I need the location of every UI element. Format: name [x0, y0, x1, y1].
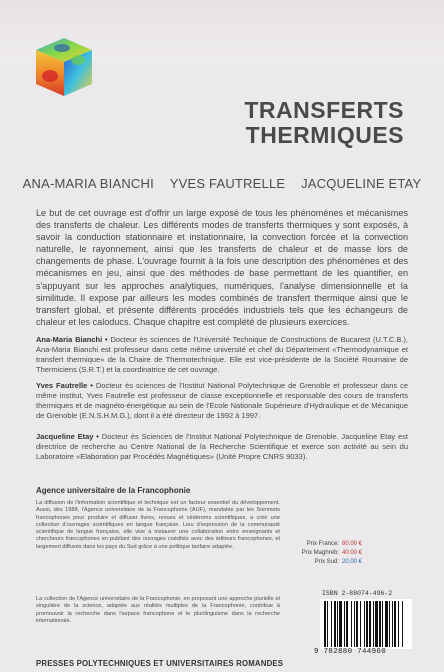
barcode-bar [392, 601, 393, 647]
barcode-bars [320, 599, 412, 649]
agency-heading: Agence universitaire de la Francophonie [36, 486, 191, 495]
agency-paragraph: La collection de l'Agence universitaire de la Francophonie, en proposant une approche plurielle et singulière de la science, adaptée aux réalités multiples de la Francophonie, contribue à promouvoir la recherche dans l'espace francophone et le plurilinguisme dans la recherche internationale. [36, 596, 280, 624]
title-line-1: TRANSFERTS [244, 97, 404, 123]
barcode-bar [389, 601, 390, 647]
price-value: 20.00 € [342, 559, 363, 565]
title-line-2: THERMIQUES [245, 122, 404, 148]
barcode-bar [327, 601, 328, 647]
publisher-name: PRESSES POLYTECHNIQUES ET UNIVERSITAIRES ROMANDES [36, 659, 284, 668]
author-name: JACQUELINE ETAY [301, 176, 422, 191]
price-label: Prix France: [306, 541, 339, 547]
barcode-bar [356, 601, 358, 647]
barcode-bar [331, 601, 332, 647]
price-label: Prix Sud: [314, 559, 339, 565]
bio-author-name: Yves Fautrelle • [36, 381, 93, 390]
barcode [320, 599, 412, 649]
price-value: 80.00 € [342, 541, 363, 547]
book-abstract: Le but de cet ouvrage est d'offrir un large exposé de tous les phénomènes et mécanismes des transferts de chaleur. Les différents modes de transferts thermiques y sont exposés, à savoir la conduction stationnaire et instationnaire, la convection forcée et la convection naturelle, le rayonnement, ainsi que les transferts de chaleur et de masse lors de changements de phase. L'ouvrage fournit à la fois une description des phénomènes et des mécanismes en jeu, ainsi que des méthodes de base permettant de les quantifier, en s'appuyant sur les approches analytiques, numériques, l'analyse dimensionnelle et la similitude. Il expose par ailleurs les modes combinés de transfert thermique ainsi que le transfert global, et présente différents procédés industriels tels que les échangeurs de chaleur et les caloducs. Chaque chapitre est complété de plusieurs exercices. [36, 208, 408, 327]
barcode-bar [369, 601, 371, 647]
bio-text: Docteur ès sciences de l'Université Technique de Constructions de Bucarest (U.T.C.B.), Ana-Maria Bianchi est professeur dans cette même université et chef du Département «Thermodynamique et transfert thermique» de la Chaire de Thermotechnique. Elle est vice-présidente de la Société Roumaine de Thermiciens (S.R.T.) et la coordinatrice de cet ouvrage. [36, 335, 409, 374]
barcode-bar [385, 601, 388, 647]
author-bio [36, 335, 408, 375]
barcode-bar [366, 601, 368, 647]
price-row [302, 558, 382, 567]
barcode-bar [324, 601, 326, 647]
bio-author-name: Jacqueline Etay • [36, 432, 99, 441]
author-bio [36, 432, 408, 462]
barcode-bar [351, 601, 352, 647]
book-title [244, 98, 404, 148]
price-value: 40.00 € [342, 550, 363, 556]
barcode-bar [402, 601, 403, 647]
price-list [302, 540, 382, 567]
agency-paragraph: La diffusion de l'information scientifique et technique est un facteur essentiel du développement. Aussi, dès 1988, l'Agence universitaire de la Francophonie (AUF), mandatée par les Sommets francophones pour produire et diffuser livres, revues et cédéroms scientifiques, a créé une collection d'ouvrages scientifiques en langue française. Lieu d'expression de la communauté scientifique de langue française, elle vise à instaurer une collaboration entre enseignants et chercheurs francophones en publiant des ouvrages coédités avec des éditeurs francophones, et largement diffusés dans les pays du Sud grâce à une politique tarifaire adaptée. [36, 500, 280, 550]
isbn-number: ISBN 2-88074-496-2 [322, 590, 393, 597]
barcode-bar [398, 601, 399, 647]
price-label: Prix Maghreb: [301, 550, 339, 556]
author-list [0, 176, 444, 191]
price-row [302, 549, 382, 558]
barcode-bar [360, 601, 361, 647]
bio-text: Docteur ès Sciences de l'Institut National Polytechnique de Grenoble. Jacqueline Etay est directrice de recherche au Centre National de la Recherche Scientifique et exerce son activité au sein du Laboratoire «Elaboration par Procédés Magnétiques» (Unité Propre CNRS 9033). [36, 432, 408, 461]
barcode-bar [354, 601, 355, 647]
bio-author-name: Ana-Maria Bianchi • [36, 335, 108, 344]
author-bio [36, 381, 408, 421]
author-name: YVES FAUTRELLE [169, 176, 286, 191]
barcode-bar [375, 601, 378, 647]
author-name: ANA-MARIA BIANCHI [22, 176, 154, 191]
barcode-bar [364, 601, 365, 647]
bio-text: Docteur ès sciences de l'Institut National Polytechnique de Grenoble et professeur dans ce même institut, Yves Fautrelle est professeur de classe exceptionnelle et responsable des cours de transferts thermiques et de magnéto-énergétique au sein de l'Ecole Nationale Supérieure d'Hydraulique et de Mécanique de Grenoble (E.N.S.H.M.G.), dont il a été directeur de 1992 à 1997. [36, 381, 408, 420]
barcode-bar [382, 601, 383, 647]
barcode-bar [373, 601, 374, 647]
barcode-bar [344, 601, 345, 647]
barcode-bar [339, 601, 342, 647]
barcode-bar [337, 601, 338, 647]
barcode-bar [379, 601, 381, 647]
barcode-bar [394, 601, 396, 647]
barcode-bar [346, 601, 348, 647]
barcode-bar [334, 601, 336, 647]
price-row [302, 540, 382, 549]
barcode-digits: 9 782880 744960 [314, 648, 387, 656]
thermal-cube-icon [28, 30, 100, 102]
